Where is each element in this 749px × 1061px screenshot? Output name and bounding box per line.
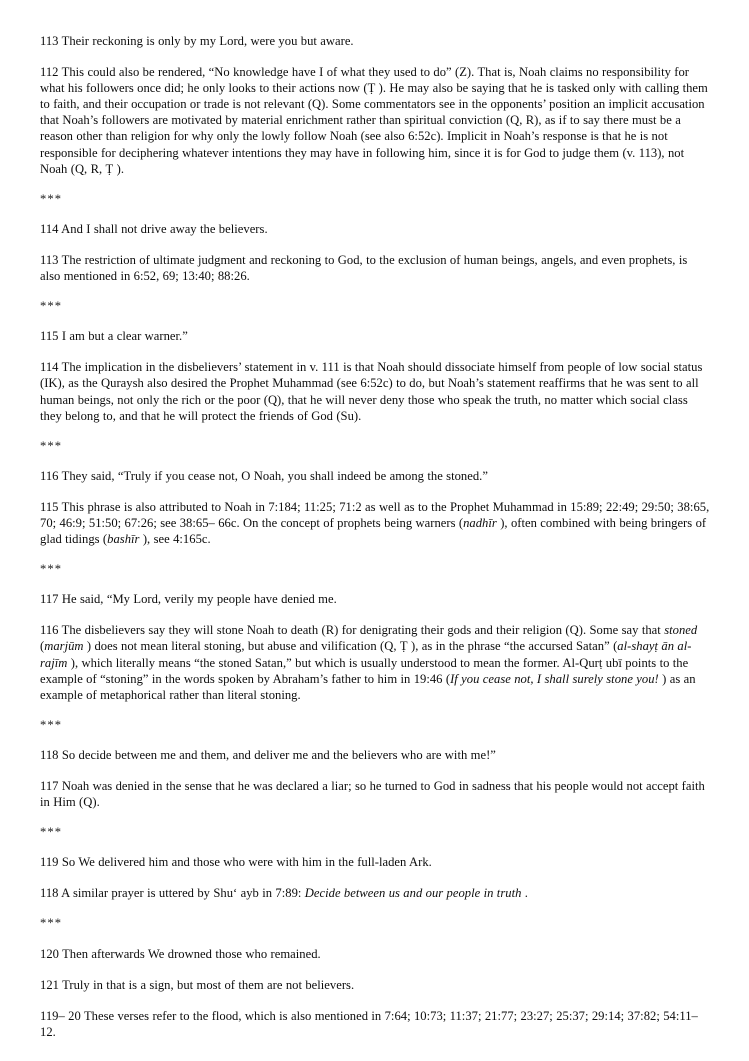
commentary-116-run-0: 116 The disbelievers say they will stone Noah to death (R) for denigrating their gods and their religion (Q). Some say that <box>40 623 665 638</box>
commentary-112: 112 This could also be rendered, “No knowledge have I of what they used to do” (Z). That is, Noah claims no responsibility for what his followers once did; he only looks to their actions now (Ṭ ). He may also be saying that he is tasked only with calling them to faith, and their occupation or trade is not relevant (Q). Some commentators see in the opponents’ position an implicit accusation that Noah’s followers are motivated by material enrichment rather than spiritual conviction (Q, R), as if to say there must be a reason other than religion for why only the lowly follow Noah (see also 6:52c). Implicit in Noah’s response is that he is not responsible for deciphering whatever intentions they may have in following him, since it is for God to judge them (v. 113), not Noah (Q, R, Ṭ ). <box>40 65 708 176</box>
verse-114: 114 And I shall not drive away the believers. <box>40 221 268 236</box>
commentary-116-run-4: ) does not mean literal stoning, but abuse and vilification (Q, Ṭ ), as in the phrase “the accursed Satan” ( <box>83 639 618 654</box>
section-divider-5: *** <box>40 717 63 732</box>
section-divider-4: *** <box>40 562 63 577</box>
commentary-115-run-4: ), see 4:165c. <box>139 532 211 547</box>
commentary-118-run-0: 118 A similar prayer is uttered by Shuʻ ayb in 7:89: <box>40 886 305 901</box>
commentary-116-run-8: ) as an example of metaphorical rather than literal stoning. <box>40 671 696 702</box>
section-divider-1: *** <box>40 191 63 206</box>
section-divider-3: *** <box>40 438 63 453</box>
commentary-115-run-3: bashīr <box>107 532 140 547</box>
commentary-116-run-5: al-shayṭ ān al-rajīm <box>40 639 692 670</box>
commentary-117: 117 Noah was denied in the sense that he was declared a liar; so he turned to God in sadness that his people would not accept faith in Him (Q). <box>40 779 705 810</box>
commentary-115-run-0: 115 This phrase is also attributed to Noah in 7:184; 11:25; 71:2 as well as to the Prophet Muhammad in 15:89; 22:49; 29:50; 38:65, 70; 46:9; 51:50; 67:26; see 38:65– 66c. On the concept of prophets being warners ( <box>40 499 710 530</box>
commentary-119-120: 119– 20 These verses refer to the flood, which is also mentioned in 7:64; 10:73; 11:37; 21:77; 23:27; 25:37; 29:14; 37:82; 54:11– 12. <box>40 1008 698 1039</box>
verse-118: 118 So decide between me and them, and deliver me and the believers who are with me!” <box>40 747 496 762</box>
verse-121: 121 Truly in that is a sign, but most of them are not believers. <box>40 977 355 992</box>
commentary-116-run-2: ( <box>40 639 45 654</box>
commentary-115 <box>40 499 710 547</box>
commentary-116-run-7: If you cease not, I shall surely stone you! <box>450 671 659 686</box>
commentary-114: 114 The implication in the disbelievers’ statement in v. 111 is that Noah should dissociate himself from people of low social status (IK), as the Quraysh also desired the Prophet Muhammad (see 6:52c) to do, but Noah’s statement reaffirms that he was sent to all human beings, not only the rich or the poor (Q), that he will never deny those who speak the truth, no matter which social class they belong to, and that he will protect the friends of God (Su). <box>40 360 703 423</box>
commentary-116-run-3: marjūm <box>44 639 84 654</box>
commentary-116-run-1: stoned <box>664 623 698 638</box>
commentary-115-run-2: ), often combined with being bringers of glad tidings ( <box>40 515 707 547</box>
commentary-113: 113 The restriction of ultimate judgment and reckoning to God, to the exclusion of human beings, angels, and even prophets, is also mentioned in 6:52, 69; 13:40; 88:26. <box>40 252 688 284</box>
verse-119: 119 So We delivered him and those who were with him in the full-laden Ark. <box>40 855 432 870</box>
commentary-118 <box>40 885 710 901</box>
verse-113: 113 Their reckoning is only by my Lord, were you but aware. <box>40 34 354 48</box>
verse-115: 115 I am but a clear warner.” <box>40 329 188 344</box>
commentary-116-run-6: ), which literally means “the stoned Satan,” but which is usually understood to mean the former. Al-Qurṭ ubī points to the example of “stoning” in the words spoken by Abraham’s father to him in 19:46 ( <box>40 655 689 686</box>
commentary-116 <box>40 622 710 702</box>
commentary-115-run-1: nadhīr <box>463 515 497 530</box>
verse-116: 116 They said, “Truly if you cease not, O Noah, you shall indeed be among the stoned.” <box>40 468 488 483</box>
section-divider-6: *** <box>40 825 63 840</box>
verse-117: 117 He said, “My Lord, verily my people have denied me. <box>40 592 337 607</box>
commentary-118-run-2: . <box>521 886 528 901</box>
section-divider-2: *** <box>40 299 63 314</box>
page-content <box>40 33 710 1040</box>
section-divider-7: *** <box>40 916 63 931</box>
commentary-118-run-1: Decide between us and our people in truth <box>304 886 522 901</box>
verse-120: 120 Then afterwards We drowned those who remained. <box>40 946 321 961</box>
